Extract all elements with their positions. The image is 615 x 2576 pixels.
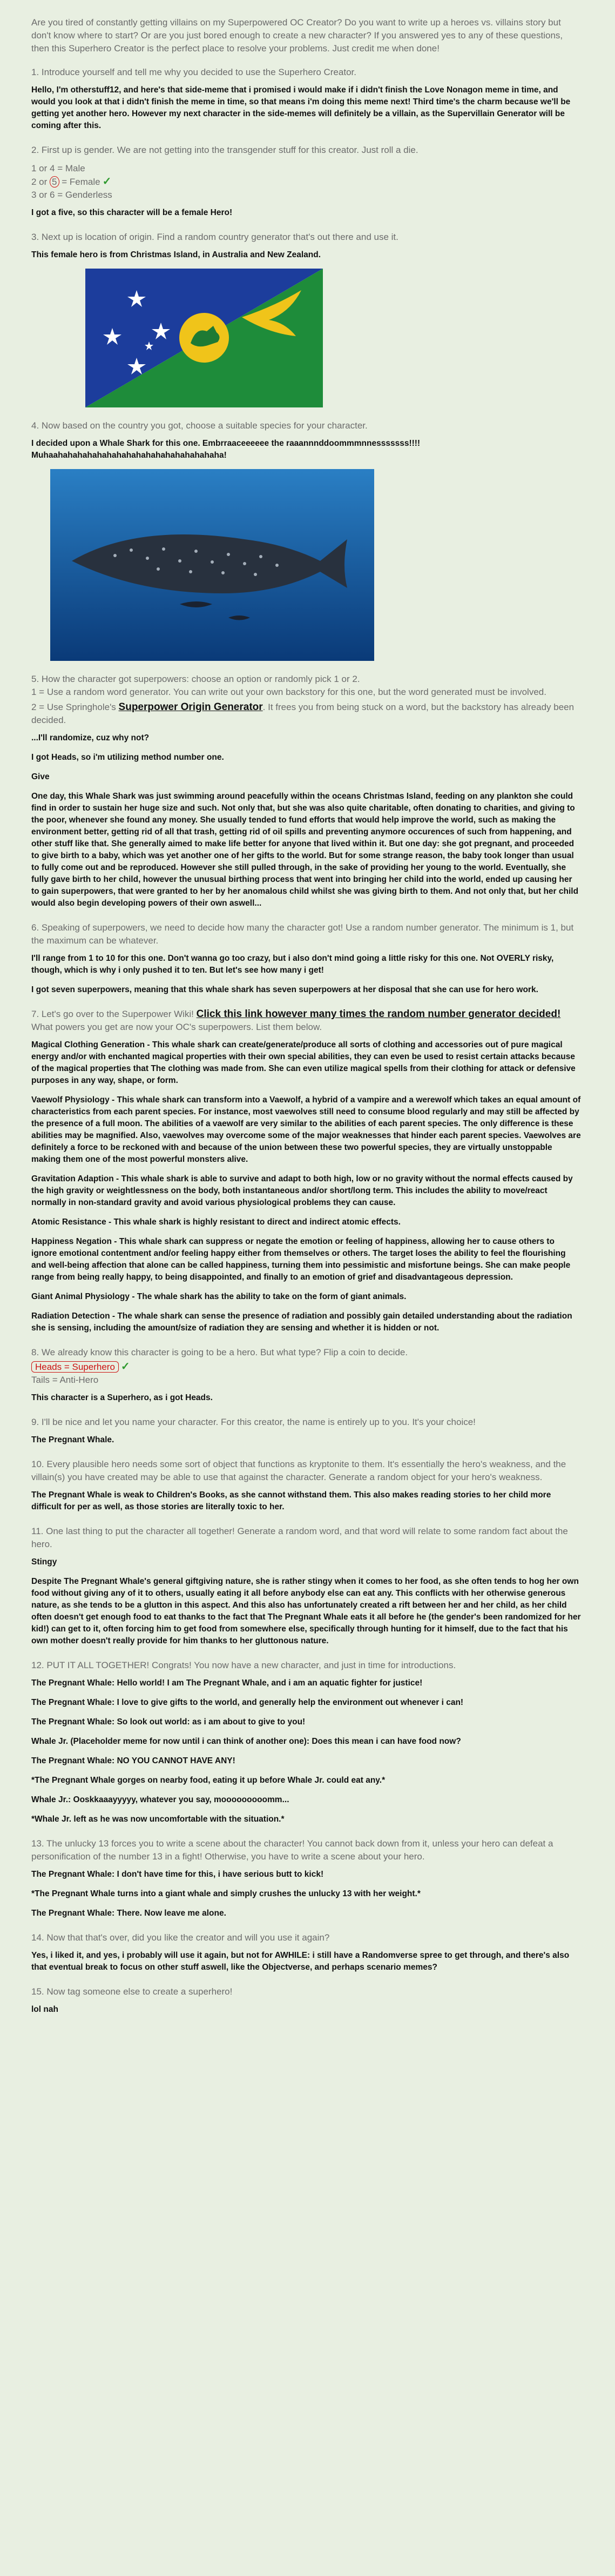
scene-line: The Pregnant Whale: There. Now leave me alone. — [31, 1909, 226, 1918]
answer-6-range: I'll range from 1 to 10 for this one. Don't wanna go too crazy, but i also don't mind going a little risky for this one. Not OVERLY risky, though, which is why i only pushed it to ten. But let's see how many i get! — [31, 954, 556, 975]
answer-15: lol nah — [31, 2005, 58, 2014]
check-mark-icon: ✓ — [102, 176, 112, 188]
meme-content — [31, 16, 582, 2028]
dialogue-line: The Pregnant Whale: NO YOU CANNOT HAVE ANY! — [31, 1756, 235, 1765]
dialogue-line: The Pregnant Whale: I love to give gifts to the world, and generally help the environment out whenever i can! — [31, 1698, 464, 1707]
dialogue-line: Whale Jr.: Ooskkaaayyyyy, whatever you say, mooooooooomm... — [31, 1795, 289, 1804]
option-origin-generator-suffix: . It frees you from being stuck on a word, but the backstory has already been decided. — [31, 702, 577, 725]
section-3 — [31, 231, 582, 407]
check-mark-icon: ✓ — [120, 1361, 130, 1373]
power-item: Gravitation Adaption - This whale shark is able to survive and adapt to both high, low or no gravity without the normal effects caused by the high gravity or weightlessness on the body, both instantaneous and/or short/long term. This includes the ability to move/react normally in non-standard gravity and avoid various physiological problems they can cause. — [31, 1174, 576, 1207]
power-item: Vaewolf Physiology - This whale shark can transform into a Vaewolf, a hybrid of a vampire and a werewolf which takes an equal amount of characteristics from each parent species. For instance, most vaewolves still need to consume blood regularly and may still be affected by the presence of a full moon. The abilities of a vaewolf are very similar to the abilities of each parent species. The only difference is these abilities may be magnified. Also, vaewolves may overcome some of the major weaknesses that hinder each parent species. Vaewolves are definitely a force to be reckoned with and because of the union between these two powerful species, they are virtually unstoppable making them one of the most powerful monsters alive. — [31, 1095, 584, 1164]
question-7 — [31, 1008, 582, 1034]
question-1: 1. Introduce yourself and tell me why you decided to use the Superhero Creator. — [31, 67, 356, 77]
question-9: 9. I'll be nice and let you name your character. For this creator, the name is entirely up to you. It's your choice! — [31, 1417, 476, 1427]
question-15: 15. Now tag someone else to create a superhero! — [31, 1986, 233, 1997]
answer-11-word: Stingy — [31, 1557, 57, 1567]
question-13: 13. The unlucky 13 forces you to write a scene about the character! You cannot back down from it, unless your hero can defeat a personification of the number 13 in a fight! Otherwise, you have to write a scene about your hero. — [31, 1838, 556, 1862]
answer-14: Yes, i liked it, and yes, i probably will use it again, but not for AWHILE: i still have a Randomverse spree to get through, and there's also that eventual break to focus on other stuff aswell, like the Objectverse, and perhaps scenario memes? — [31, 1951, 572, 1972]
section-2 — [31, 144, 582, 219]
section-14 — [31, 1931, 582, 1973]
question-12: 12. PUT IT ALL TOGETHER! Congrats! You now have a new character, and just in time for introductions. — [31, 1660, 456, 1670]
hero-type-option-superhero — [31, 1360, 582, 1374]
scene-line: The Pregnant Whale: I don't have time for this, i have serious butt to kick! — [31, 1870, 324, 1879]
section-15 — [31, 1985, 582, 2016]
answer-9: The Pregnant Whale. — [31, 1435, 114, 1444]
power-item: Magical Clothing Generation - This whale shark can create/generate/produce all sorts of clothing and accessories out of pure magical energy and/or with enchanted magical properties with their own special abilities, they can even be used to resist certain attacks because of the magical properties that The clothing was made from. She can even utilize magical spells from their clothing for attack or defensive purposes in any way, shape, or form. — [31, 1040, 578, 1085]
section-8 — [31, 1346, 582, 1404]
power-item: Giant Animal Physiology - The whale shark has the ability to take on the form of giant animals. — [31, 1292, 407, 1301]
power-item: Happiness Negation - This whale shark can suppress or negate the emotion or feeling of happiness, allowing her to cause others to ignore emotional contentment and/or feeling happy either from themselves or others. The target loses the ability to feel the flourishing and well-being affection that alone can be called happiness, turning them into pessimistic and misfortune beings. She can make people range from being really happy, to being disappointed, and finally to an emotion of grief and disadvantageous depression. — [31, 1237, 573, 1282]
scene-line: *The Pregnant Whale turns into a giant whale and simply crushes the unlucky 13 with her weight.* — [31, 1889, 421, 1898]
selected-number-circle: 5 — [50, 176, 59, 188]
gender-option-genderless: 3 or 6 = Genderless — [31, 190, 112, 200]
intro-text: Are you tired of constantly getting villains on my Superpowered OC Creator? Do you want to write up a heroes vs. villains story but don't know where to start? Or are you just bored enough to create a new character? If you answered yes to any of these questions, then this Superhero Creator is the perfect place to resolve your problems. Just credit me when done! — [31, 17, 565, 53]
answer-5-word: Give — [31, 772, 50, 781]
answer-3: This female hero is from Christmas Island, in Australia and New Zealand. — [31, 250, 321, 259]
question-11: 11. One last thing to put the character all together! Generate a random word, and that word will relate to some random fact about the hero. — [31, 1526, 571, 1549]
question-14: 14. Now that that's over, did you like the creator and will you use it again? — [31, 1932, 330, 1943]
gender-option-female-label: = Female — [59, 177, 100, 187]
dialogue-line: The Pregnant Whale: So look out world: as i am about to give to you! — [31, 1717, 306, 1727]
question-5: 5. How the character got superpowers: choose an option or randomly pick 1 or 2. — [31, 674, 360, 684]
section-11 — [31, 1525, 582, 1647]
dialogue-line: *Whale Jr. left as he was now uncomfortable with the situation.* — [31, 1815, 285, 1824]
whale-shark-photo — [50, 469, 374, 661]
answer-11-fact: Despite The Pregnant Whale's general giftgiving nature, she is rather stingy when it comes to her food, as she often tends to hog her own food without giving any of it to others, usually eating it all before anybody else can eat any. This conflicts with her otherwise generous nature, as she tends to be a glutton in this aspect. And this also has unfortunately created a rift between her and her child, as her child often doesn't get enough food to eat thanks to the fact that The Pregnant Whale eats it all before he (the gender's been randomized for her kid!) can get to it, often forcing him to get food from somewhere else, specifically through hunting for it himself, due to the fact that his own mother doesn't really provide for him thanks to her gluttonous nature. — [31, 1577, 583, 1645]
section-6 — [31, 921, 582, 996]
question-4: 4. Now based on the country you got, choose a suitable species for your character. — [31, 420, 368, 431]
section-1 — [31, 66, 582, 132]
gender-option-male: 1 or 4 = Male — [31, 163, 85, 173]
section-9 — [31, 1416, 582, 1446]
section-5 — [31, 673, 582, 909]
section-7 — [31, 1008, 582, 1334]
dialogue-line: *The Pregnant Whale gorges on nearby food, eating it up before Whale Jr. could eat any.* — [31, 1776, 386, 1785]
christmas-island-flag-image — [85, 269, 323, 407]
dialogue-line: Whale Jr. (Placeholder meme for now until i can think of another one): Does this mean i can have food now? — [31, 1737, 461, 1746]
power-item: Radiation Detection - The whale shark can sense the presence of radiation and possibly gain detailed understanding about the radiation she is sensing, including the amount/size of radiation they are sensing and whether it is hidden or not. — [31, 1312, 575, 1333]
question-3: 3. Next up is location of origin. Find a random country generator that's out there and use it. — [31, 232, 398, 242]
section-12 — [31, 1659, 582, 1825]
gender-option-female-prefix: 2 or — [31, 177, 50, 187]
answer-10: The Pregnant Whale is weak to Children's Books, as she cannot withstand them. This also makes reading stories to her child more difficult for per as well, as those stories are literally toxic to her. — [31, 1490, 553, 1511]
answer-5-randomize: ...I'll randomize, cuz why not? — [31, 733, 150, 742]
answer-4: I decided upon a Whale Shark for this one. Embrraaceeeeee the raaannnddoommmnnesssssss!!!! Muhaahahahahahahahahahahahahahahahahaha! — [31, 439, 423, 460]
answer-6-count: I got seven superpowers, meaning that this whale shark has seven superpowers at her disposal that she can use for hero work. — [31, 985, 538, 994]
question-8: 8. We already know this character is going to be a hero. But what type? Flip a coin to decide. — [31, 1347, 408, 1357]
question-6: 6. Speaking of superpowers, we need to decide how many the character got! Use a random number generator. The minimum is 1, but the maximum can be whatever. — [31, 922, 576, 946]
hero-type-option-antihero: Tails = Anti-Hero — [31, 1375, 99, 1385]
question-10: 10. Every plausible hero needs some sort of object that functions as kryptonite to them. It's essentially the hero's weakness, and the villain(s) you have created may be able to use that against the character. Generate a random object for your hero's weakness. — [31, 1459, 569, 1482]
question-7-prefix: 7. Let's go over to the Superpower Wiki! — [31, 1009, 197, 1019]
option-origin-generator — [31, 701, 582, 727]
section-13 — [31, 1837, 582, 1919]
superpower-origin-generator-link[interactable]: Superpower Origin Generator — [118, 701, 263, 713]
superpower-wiki-link[interactable]: Click this link however many times the random number generator decided! — [196, 1008, 561, 1020]
answer-5-backstory: One day, this Whale Shark was just swimming around peacefully within the oceans Christmas Island, feeding on any plankton she could find in order to sustain her huge size and such. Not only that, but she was also quite charitable, often donating to charities, and giving to the poor, whenever she found any money. She usually tended to fund efforts that would help improve the world, such as making the environment better, getting rid of all that trash, getting rid of oil spills and preventing anymore occurences of such from happening, and other stuff like that. She generally aimed to make life better for anyone that lived within it. But one day: she got pregnant, and proceeded to give birth to a baby, which was yet another one of her gifts to the world. But for some strange reason, the baby took longer than usual to fully come out and be reproduced. However she still pulled through, in the sake of providing her young to the world. Eventually, she fully gave birth to her child, however the unusual birthing process that went into bringing her child into the world, ended up causing her to gain superpowers, that were granted to her by her anomalous child whilst she was giving birth to them. And not only that, but her child would also begin developing powers of their own aswell... — [31, 792, 581, 908]
dialogue-line: The Pregnant Whale: Hello world! I am The Pregnant Whale, and i am an aquatic fighter for justice! — [31, 1678, 423, 1688]
option-origin-generator-prefix: 2 = Use Springhole's — [31, 702, 119, 712]
answer-2: I got a five, so this character will be a female Hero! — [31, 208, 233, 217]
question-2: 2. First up is gender. We are not getting into the transgender stuff for this creator. Just roll a die. — [31, 145, 418, 155]
answer-5-method: I got Heads, so i'm utilizing method number one. — [31, 753, 224, 762]
selected-option-box: Heads = Superhero — [31, 1361, 119, 1373]
option-random-word: 1 = Use a random word generator. You can write out your own backstory for this one, but the word generated must be involved. — [31, 687, 546, 697]
section-4 — [31, 419, 582, 661]
answer-8: This character is a Superhero, as i got Heads. — [31, 1393, 213, 1402]
section-10 — [31, 1458, 582, 1513]
power-item: Atomic Resistance - This whale shark is highly resistant to direct and indirect atomic effects. — [31, 1217, 401, 1227]
answer-1: Hello, I'm otherstuff12, and here's that side-meme that i promised i would make if i didn't finish the Love Nonagon meme in time, and would you look at that i didn't finish the meme in time, so that means i'm doing this meme next! Third time's the charm because we'll be getting yet another hero. However my next character in the side-memes will definitely be a villain, as the Supervillain Generator will be coming after this. — [31, 85, 573, 130]
question-7-suffix: What powers you get are now your OC's superpowers. List them below. — [31, 1009, 564, 1032]
gender-option-female — [31, 175, 582, 189]
